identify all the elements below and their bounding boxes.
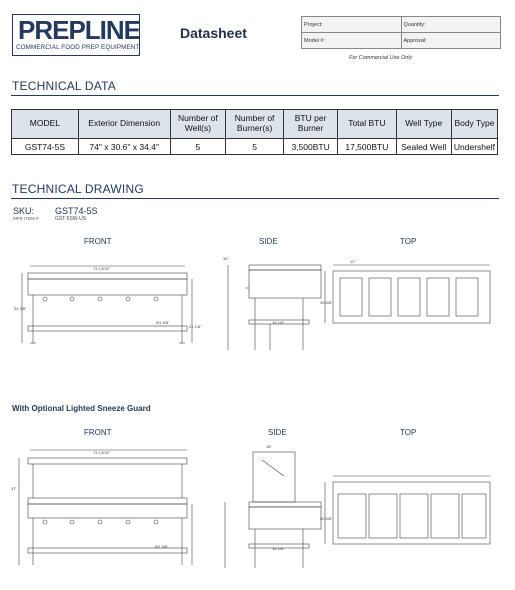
cell-well-type: Sealed Well bbox=[396, 139, 451, 155]
dim-front-width: 73 13/16" bbox=[93, 266, 110, 271]
approval-field[interactable]: Approval: bbox=[401, 33, 501, 49]
view-label-side-optional: SIDE bbox=[268, 428, 287, 437]
dim-side-leg: 18 1/8" bbox=[272, 320, 285, 325]
table-row bbox=[12, 139, 498, 155]
mfr-value: GST-5SW-US bbox=[55, 216, 87, 222]
page-title: Datasheet bbox=[180, 25, 247, 41]
spec-header-row bbox=[12, 110, 498, 139]
col-total-btu: Total BTU bbox=[338, 110, 396, 139]
cell-dimension: 74" x 30.6" x 34.4" bbox=[78, 139, 170, 155]
dim-front-leg: 21 1/8" bbox=[189, 324, 202, 329]
view-label-front-optional: FRONT bbox=[84, 428, 112, 437]
view-label-front: FRONT bbox=[84, 237, 112, 246]
technical-data-heading: TECHNICAL DATA bbox=[12, 79, 116, 93]
technical-drawing-set bbox=[0, 248, 515, 360]
dim-opt-front-foot: Ø1 5/8" bbox=[155, 544, 169, 549]
spec-table bbox=[11, 109, 498, 155]
view-label-side: SIDE bbox=[259, 237, 278, 246]
dim-opt-front-height: 37" bbox=[11, 486, 17, 491]
col-model: MODEL bbox=[12, 110, 79, 139]
cell-wells: 5 bbox=[170, 139, 226, 155]
sku-value: GST74-5S bbox=[55, 206, 98, 216]
mfr-label: MFR ITEM #: bbox=[13, 216, 40, 221]
optional-drawing-set bbox=[0, 440, 515, 580]
top-view-drawing bbox=[325, 265, 490, 323]
cell-body-type: Undershelf bbox=[451, 139, 497, 155]
sku-label: SKU: bbox=[13, 206, 35, 216]
brand-tagline: COMMERCIAL FOOD PREP EQUIPMENT bbox=[16, 44, 140, 51]
dim-side-top: 30" bbox=[223, 256, 229, 261]
col-btu-burner: BTU per Burner bbox=[283, 110, 337, 139]
usage-note: For Commercial Use Only bbox=[349, 55, 413, 61]
dim-front-foot: Ø1 5/8" bbox=[156, 320, 170, 325]
dim-opt-side-leg: 18 1/8" bbox=[272, 546, 285, 551]
cell-total-btu: 17,500BTU bbox=[338, 139, 396, 155]
top-view-optional-drawing bbox=[325, 476, 490, 544]
quantity-field[interactable]: Quantity: bbox=[401, 17, 501, 33]
cell-burners: 5 bbox=[226, 139, 284, 155]
col-burners: Number of Burner(s) bbox=[226, 110, 284, 139]
side-view-drawing bbox=[228, 265, 321, 350]
view-label-top-optional: TOP bbox=[400, 428, 417, 437]
dim-opt-front-width: 73 13/16" bbox=[93, 450, 110, 455]
col-well-type: Well Type bbox=[396, 110, 451, 139]
section-divider bbox=[11, 198, 499, 199]
model-field[interactable]: Model #: bbox=[302, 33, 402, 49]
project-field[interactable]: Project: bbox=[302, 17, 402, 33]
optional-sneeze-guard-title: With Optional Lighted Sneeze Guard bbox=[12, 404, 151, 413]
dim-opt-top-depth: 30 5/8" bbox=[320, 516, 333, 521]
dim-top-gap: 12" bbox=[350, 259, 356, 264]
front-view-drawing bbox=[22, 266, 192, 343]
brand-logo: PREPLINE bbox=[18, 15, 141, 45]
view-label-top: TOP bbox=[400, 237, 417, 246]
cell-btu-burner: 3,500BTU bbox=[283, 139, 337, 155]
col-wells: Number of Well(s) bbox=[170, 110, 226, 139]
project-info-table bbox=[301, 16, 501, 49]
technical-drawing-heading: TECHNICAL DRAWING bbox=[12, 182, 144, 196]
section-divider bbox=[11, 95, 499, 96]
dim-top-depth: 30 5/8" bbox=[320, 300, 333, 305]
col-dimension: Exterior Dimension bbox=[78, 110, 170, 139]
cell-model: GST74-5S bbox=[12, 139, 79, 155]
dim-front-height: 34 3/8" bbox=[14, 306, 27, 311]
dim-opt-side-top: 16" bbox=[266, 444, 272, 449]
col-body-type: Body Type bbox=[451, 110, 497, 139]
